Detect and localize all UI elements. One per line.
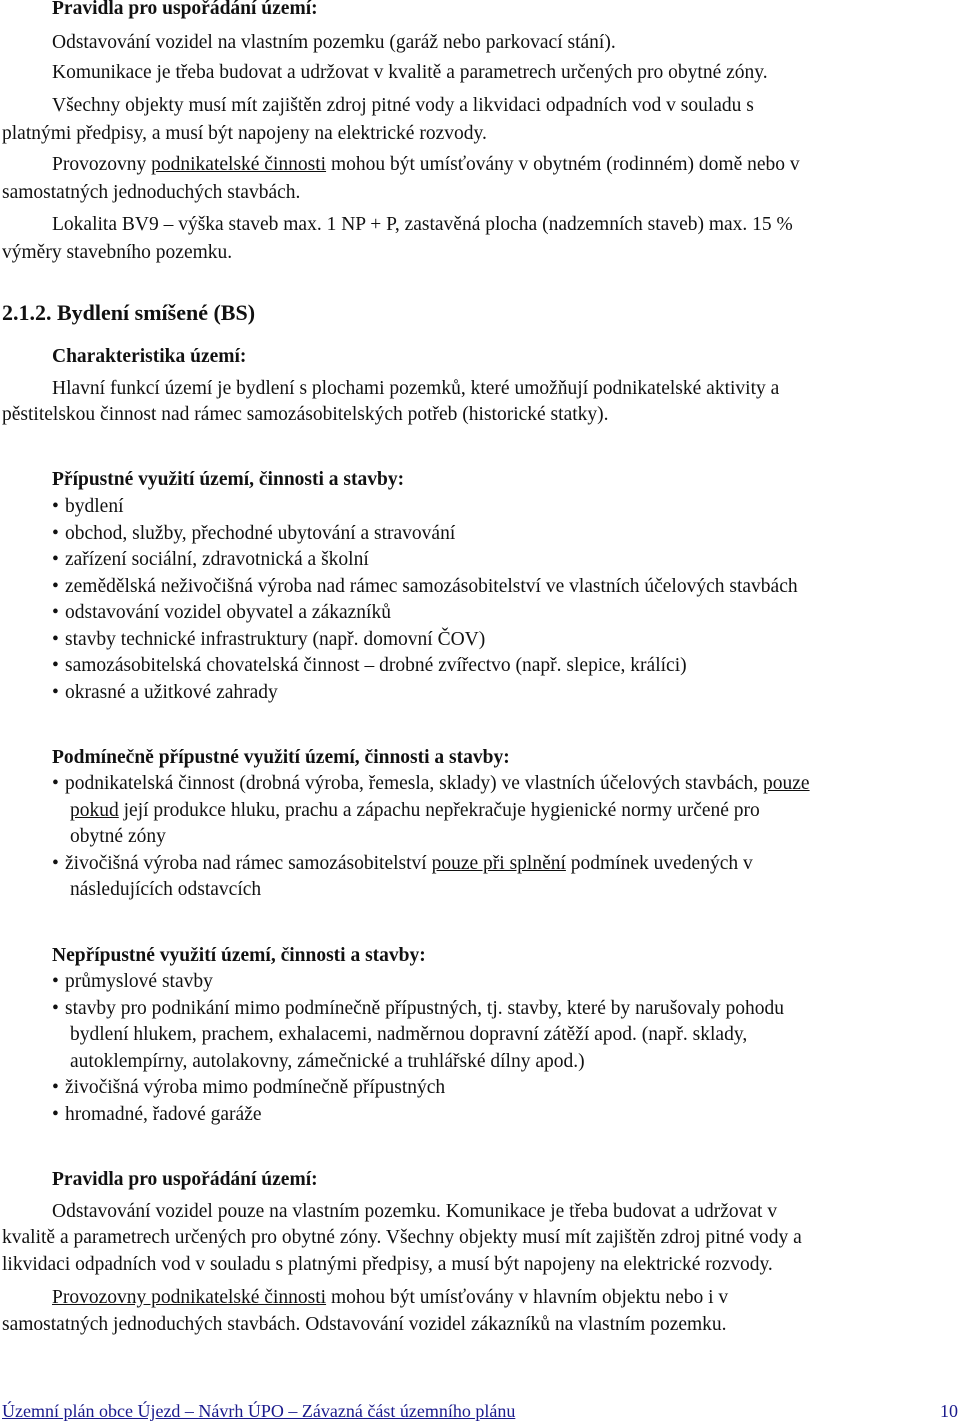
- section-title: 2.1.2. Bydlení smíšené (BS): [2, 300, 256, 325]
- rules-heading-2: Pravidla pro uspořádání území:: [52, 1169, 318, 1190]
- business-link: podnikatelské činnosti: [151, 154, 327, 175]
- rules-paragraph-cont1: kvalitě a parametrech určených pro obytné zóny. Všechny objekty musí mít zajištěn zdroj pitné vody a: [2, 1227, 802, 1248]
- page-number: 10: [940, 1401, 958, 1421]
- characteristics-heading: Charakteristika území:: [52, 346, 247, 367]
- list-item: • živočišná výroba mimo podmínečně přípustných: [52, 1075, 952, 1102]
- business-paragraph-cont: samostatných jednoduchých stavbách.: [2, 182, 301, 203]
- water-paragraph: Všechny objekty musí mít zajištěn zdroj pitné vody a likvidaci odpadních vod v souladu s: [52, 95, 754, 116]
- business-paragraph: Provozovny podnikatelské činnosti mohou být umísťovány v obytném (rodinném) domě nebo v: [52, 154, 800, 175]
- list-item: • podnikatelská činnost (drobná výroba, řemesla, sklady) ve vlastních účelových stavbách, pouze pokud její produkce hluku, prachu a zápachu nepřekračuje hygienické normy určené pro obytné zóny: [52, 771, 952, 851]
- locality-paragraph: Lokalita BV9 – výška staveb max. 1 NP + P, zastavěná plocha (nadzemních staveb) max. 15 %: [52, 214, 793, 235]
- list-item: • odstavování vozidel obyvatel a zákazníků: [52, 600, 952, 627]
- forbidden-heading: Nepřípustné využití území, činnosti a stavby:: [52, 945, 426, 966]
- water-paragraph-cont: platnými předpisy, a musí být napojeny na elektrické rozvody.: [2, 123, 487, 144]
- conditional-heading: Podmínečně přípustné využití území, činnosti a stavby:: [52, 747, 510, 768]
- allowed-heading: Přípustné využití území, činnosti a stavby:: [52, 469, 405, 490]
- rules-business-paragraph-cont: samostatných jednoduchých stavbách. Odstavování vozidel zákazníků na vlastním pozemku.: [2, 1314, 727, 1335]
- parking-line: Odstavování vozidel na vlastním pozemku (garáž nebo parkovací stání).: [52, 32, 616, 53]
- roads-line: Komunikace je třeba budovat a udržovat v kvalitě a parametrech určených pro obytné zóny.: [52, 62, 768, 83]
- list-item: • stavby pro podnikání mimo podmínečně přípustných, tj. stavby, které by narušovaly pohodu bydlení hlukem, prachem, exhalacemi, nadměrnou dopravní zátěží apod. (např. sklady, autoklempírny, autolakovny, zámečnické a truhlářské dílny apod.): [52, 996, 952, 1076]
- conditional-list: [52, 771, 952, 904]
- list-item: • samozásobitelská chovatelská činnost – drobné zvířectvo (např. slepice, králíci): [52, 653, 952, 680]
- characteristics-text: Hlavní funkcí území je bydlení s plochami pozemků, které umožňují podnikatelské aktivity a: [52, 378, 780, 399]
- page-footer: [2, 1398, 958, 1425]
- allowed-list: [52, 494, 952, 706]
- rules-business-paragraph: Provozovny podnikatelské činnosti mohou být umísťovány v hlavním objektu nebo i v: [52, 1287, 729, 1308]
- list-item: • hromadné, řadové garáže: [52, 1102, 952, 1129]
- footer-title: Územní plán obce Újezd – Návrh ÚPO – Závazná část územního plánu: [2, 1401, 516, 1421]
- list-item: • živočišná výroba nad rámec samozásobitelství pouze při splnění podmínek uvedených v následujících odstavcích: [52, 851, 952, 904]
- characteristics-text-cont: pěstitelskou činnost nad rámec samozásobitelských potřeb (historické statky).: [2, 404, 609, 425]
- rules-heading-1: Pravidla pro uspořádání území:: [52, 0, 318, 19]
- list-item: • okrasné a užitkové zahrady: [52, 680, 952, 707]
- list-item: • bydlení: [52, 494, 952, 521]
- list-item: • zemědělská neživočišná výroba nad rámec samozásobitelství ve vlastních účelových stavbách: [52, 574, 952, 601]
- forbidden-list: [52, 969, 952, 1128]
- business-link-2: Provozovny podnikatelské činnosti: [52, 1287, 327, 1308]
- list-item: • obchod, služby, přechodné ubytování a stravování: [52, 521, 952, 548]
- list-item: • stavby technické infrastruktury (např. domovní ČOV): [52, 627, 952, 654]
- locality-paragraph-cont: výměry stavebního pozemku.: [2, 242, 233, 263]
- rules-paragraph: Odstavování vozidel pouze na vlastním pozemku. Komunikace je třeba budovat a udržovat v: [52, 1201, 778, 1222]
- list-item: • průmyslové stavby: [52, 969, 952, 996]
- list-item: • zařízení sociální, zdravotnická a školní: [52, 547, 952, 574]
- rules-paragraph-cont2: likvidaci odpadních vod v souladu s platnými předpisy, a musí být napojeny na elektrické rozvody.: [2, 1254, 773, 1275]
